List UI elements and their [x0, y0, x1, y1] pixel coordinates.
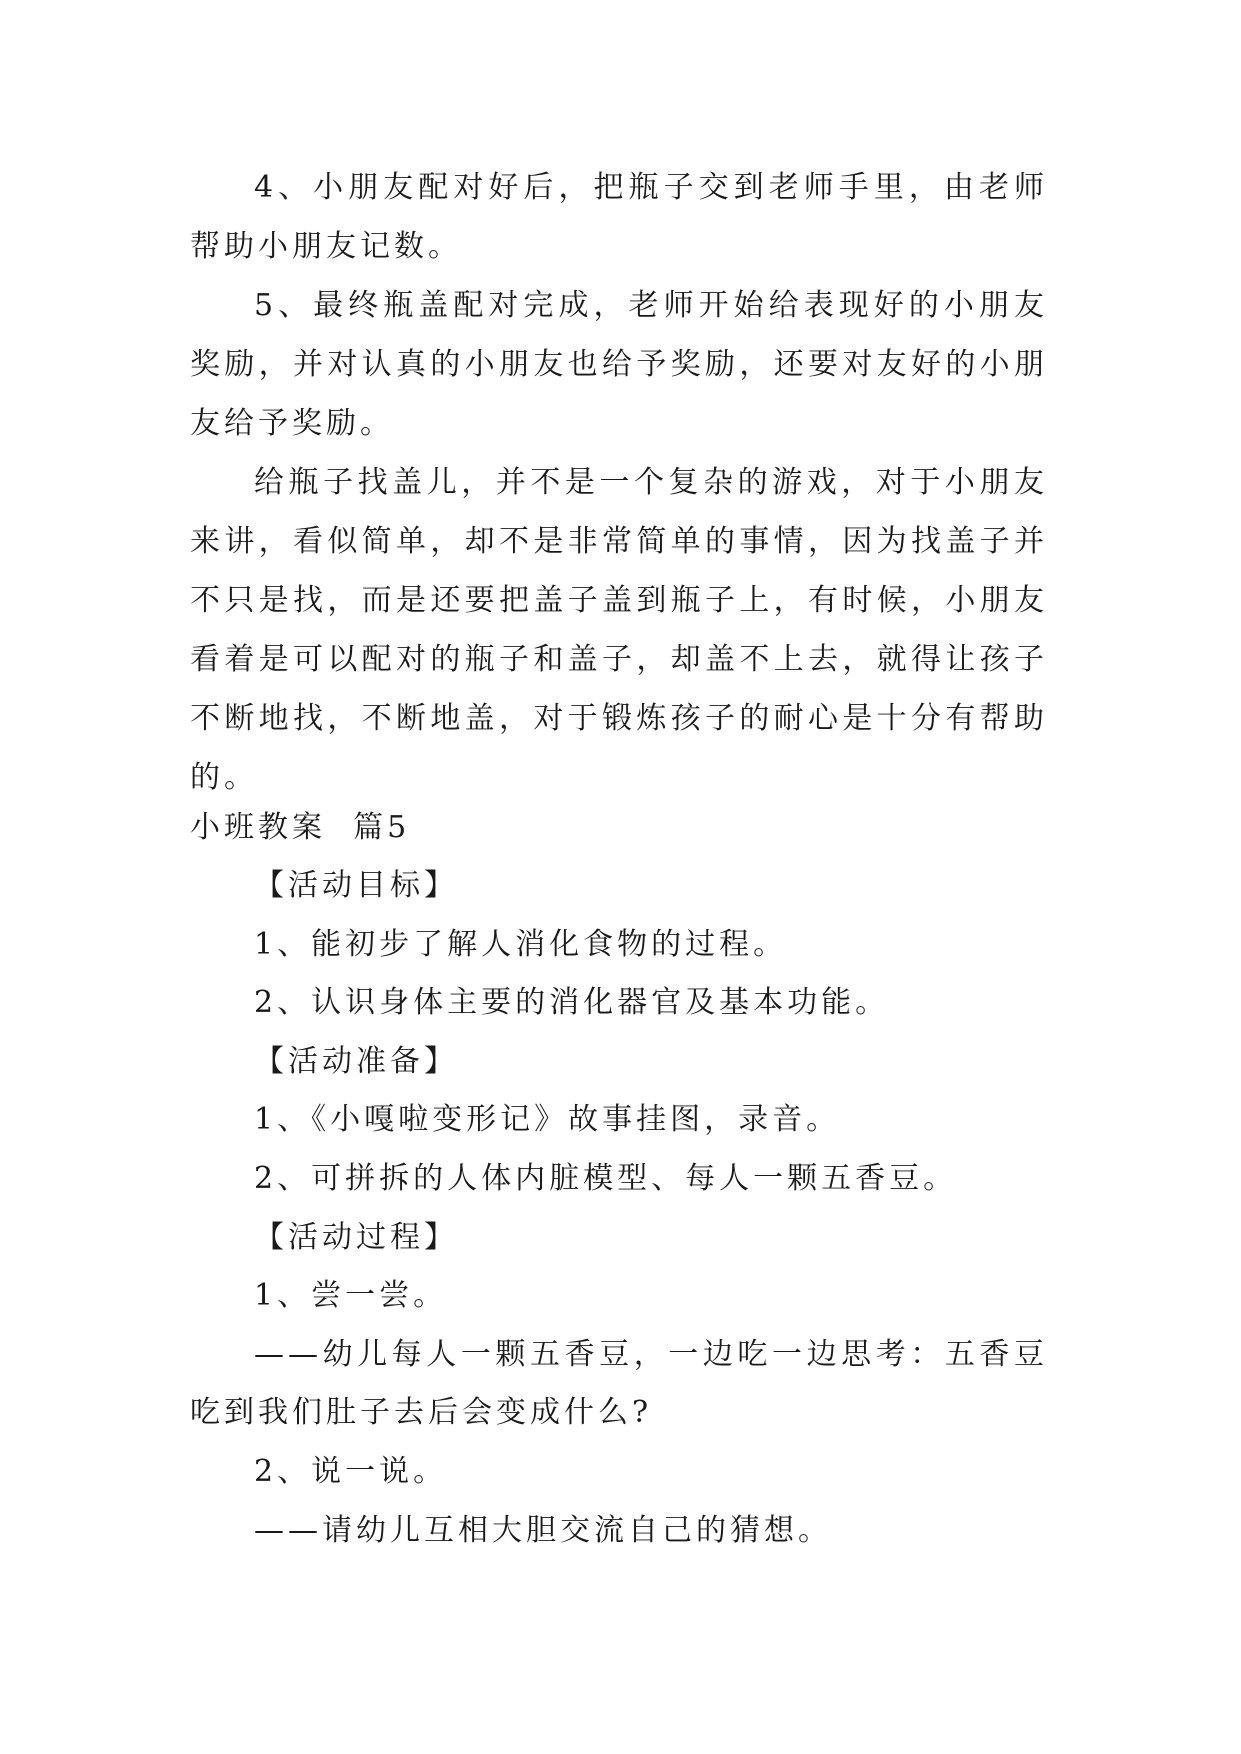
previous-section-body	[190, 158, 1048, 807]
paragraph: 1、尝一尝。	[254, 1278, 448, 1314]
paragraph: 4、小朋友配对好后，把瓶子交到老师手里，由老师帮助小朋友记数。	[190, 170, 1048, 264]
paragraph: 2、认识身体主要的消化器官及基本功能。	[254, 985, 890, 1021]
subheading-activity-process: 【活动过程】	[254, 1219, 458, 1255]
paragraph: 给瓶子找盖儿，并不是一个复杂的游戏，对于小朋友来讲，看似简单，却不是非常简单的事情，因为找盖子并不只是找，而是还要把盖子盖到瓶子上，有时候，小朋友看着是可以配对的瓶子和盖子，却盖不上去，就得让孩子不断地找，不断地盖，对于锻炼孩子的耐心是十分有帮助的。	[190, 465, 1048, 795]
subheading-activity-preparation: 【活动准备】	[254, 1043, 458, 1079]
paragraph: 5、最终瓶盖配对完成，老师开始给表现好的小朋友奖励，并对认真的小朋友也给予奖励，还要对友好的小朋友给予奖励。	[190, 288, 1048, 441]
paragraph: 1、《小嘎啦变形记》故事挂图，录音。	[254, 1102, 841, 1138]
paragraph: ——请幼儿互相大胆交流自己的猜想。	[254, 1512, 832, 1548]
paragraph: 1、能初步了解人消化食物的过程。	[254, 926, 788, 962]
paragraph: 2、说一说。	[254, 1453, 448, 1489]
paragraph: ——幼儿每人一颗五香豆，一边吃一边思考：五香豆吃到我们肚子去后会变成什么?	[190, 1336, 1048, 1431]
subheading-activity-goals: 【活动目标】	[254, 868, 458, 903]
section-title: 小班教案 篇5	[190, 810, 411, 845]
section5-body	[190, 857, 1048, 1560]
paragraph: 2、可拼拆的人体内脏模型、每人一颗五香豆。	[254, 1160, 958, 1196]
